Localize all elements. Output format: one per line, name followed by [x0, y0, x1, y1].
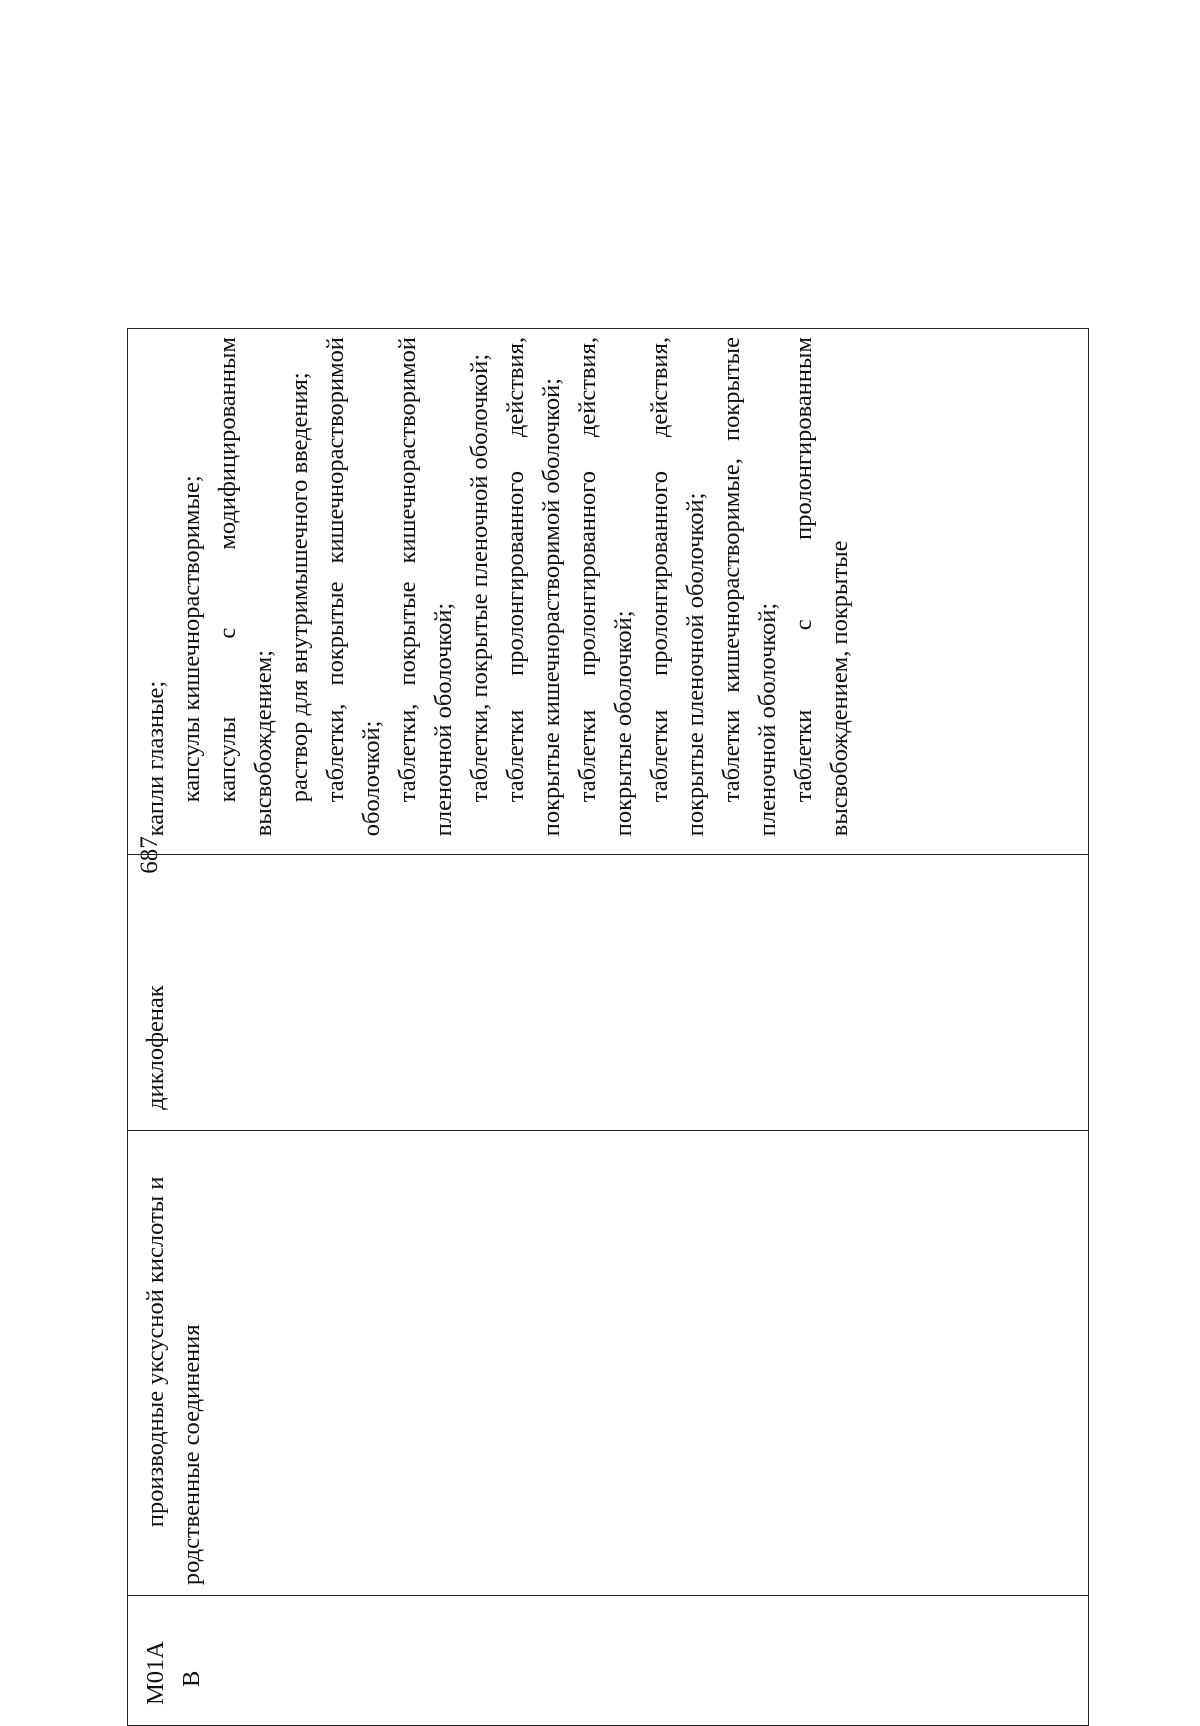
page-number: 687 — [136, 836, 163, 874]
atc-code-line: B — [178, 1670, 205, 1687]
atc-code-line: M01A — [142, 1641, 169, 1705]
dosage-forms-cell — [128, 329, 1088, 854]
drug-table — [127, 328, 1089, 1726]
dosage-form-item: таблетки, покрытые кишечнорастворимой оболочкой; — [322, 337, 385, 837]
dosage-form-item: раствор для внутримышечного введения; — [286, 372, 313, 803]
dosage-form-item: капсулы кишечнорастворимые; — [178, 475, 205, 803]
dosage-form-item: таблетки кишечнорастворимые, покрытые пленочной оболочкой; — [718, 337, 781, 837]
dosage-form-item: капли глазные; — [142, 680, 169, 837]
dosage-form-item: таблетки пролонгированного действия, покрытые кишечнорастворимой оболочкой; — [502, 337, 565, 837]
group-name-cell — [128, 1130, 1088, 1595]
dosage-form-item: таблетки, покрытые пленочной оболочкой; — [466, 353, 493, 803]
dosage-form-item: таблетки пролонгированного действия, покрытые пленочной оболочкой; — [646, 337, 709, 837]
dosage-form-item: капсулы с модифицированным высвобождением; — [214, 337, 277, 837]
dosage-form-item: таблетки с пролонгированным высвобождением, покрытые — [790, 337, 853, 837]
group-name-text: производные уксусной кислоты и родственные соединения — [142, 1176, 205, 1586]
dosage-form-item: таблетки пролонгированного действия, покрытые оболочкой; — [574, 337, 637, 837]
inn-text: диклофенак — [142, 985, 169, 1110]
atc-code-cell — [128, 1595, 1088, 1725]
inn-cell — [128, 854, 1088, 1130]
dosage-form-item: таблетки, покрытые кишечнорастворимой пленочной оболочкой; — [394, 337, 457, 837]
